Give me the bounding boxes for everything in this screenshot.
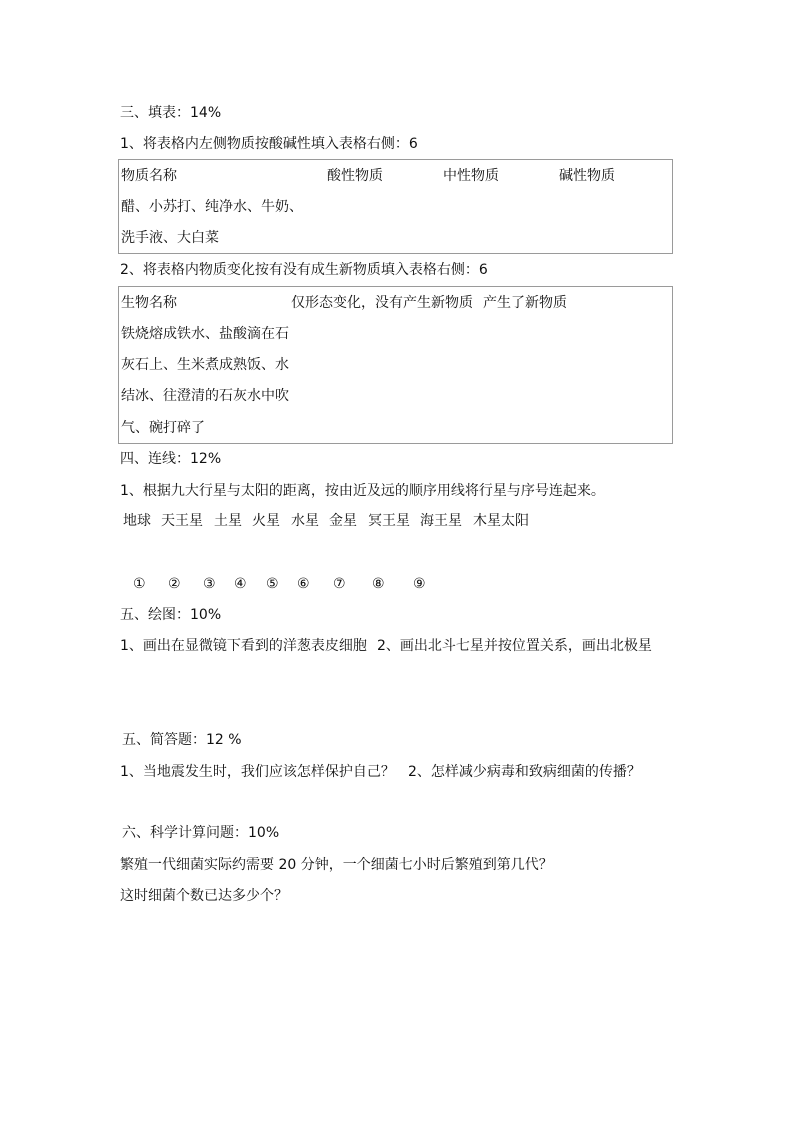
- section5-short-answer-heading: 五、简答题：12 %: [122, 732, 242, 748]
- section3-question-2: 2、将表格内物质变化按有没有成生新物质填入表格右侧：6: [120, 262, 488, 278]
- section5-short-answer-question-2: 2、怎样减少病毒和致病细菌的传播？: [408, 764, 641, 780]
- table-1: [118, 159, 673, 254]
- section6-line-1: 繁殖一代细菌实际约需要 20 分钟，一个细菌七小时后繁殖到第几代？: [120, 857, 553, 873]
- section5-drawing-question-1: 1、画出在显微镜下看到的洋葱表皮细胞: [120, 638, 367, 654]
- section3-heading: 三、填表：14%: [120, 105, 222, 121]
- order-number: ③: [203, 576, 216, 592]
- order-number: ①: [133, 576, 146, 592]
- section4-question-1: 1、根据九大行星与太阳的距离，按由近及远的顺序用线将行星与序号连起来。: [120, 483, 605, 499]
- section6-heading: 六、科学计算问题：10%: [122, 825, 280, 841]
- section4-heading: 四、连线：12%: [120, 451, 222, 467]
- table-2-header-chemical: 产生了新物质: [483, 295, 567, 311]
- planet-label: 木星太阳: [473, 513, 529, 529]
- table-1-header-name: 物质名称: [121, 168, 177, 184]
- table-2-row: 灰石上、生米煮成熟饭、水: [121, 357, 289, 373]
- table-2-row: 气、碗打碎了: [121, 420, 205, 436]
- table-1-row: 醋、小苏打、纯净水、牛奶、: [121, 199, 303, 215]
- order-number: ⑥: [297, 576, 310, 592]
- planet-label: 海王星: [420, 513, 462, 529]
- table-1-row: 洗手液、大白菜: [121, 230, 219, 246]
- order-number: ⑤: [266, 576, 279, 592]
- planet-label: 地球: [123, 513, 151, 529]
- table-1-header-neutral: 中性物质: [443, 168, 499, 184]
- section6-line-2: 这时细菌个数已达多少个？: [120, 888, 288, 904]
- order-number: ②: [168, 576, 181, 592]
- planet-label: 金星: [329, 513, 357, 529]
- order-number: ④: [234, 576, 247, 592]
- table-2-header-physical: 仅形态变化，没有产生新物质: [291, 295, 473, 311]
- section5-drawing-question-2: 2、画出北斗七星并按位置关系，画出北极星: [377, 638, 652, 654]
- planet-label: 火星: [252, 513, 280, 529]
- planet-label: 天王星: [161, 513, 203, 529]
- table-1-header-alkaline: 碱性物质: [559, 168, 615, 184]
- planet-label: 土星: [214, 513, 242, 529]
- table-2: [118, 286, 673, 444]
- section5-drawing-heading: 五、绘图：10%: [120, 607, 222, 623]
- section5-short-answer-question-1: 1、当地震发生时，我们应该怎样保护自己？: [120, 764, 395, 780]
- table-1-header-acid: 酸性物质: [327, 168, 383, 184]
- planet-label: 冥王星: [368, 513, 410, 529]
- order-number: ⑦: [333, 576, 346, 592]
- planet-label: 水星: [291, 513, 319, 529]
- order-number: ⑨: [413, 576, 426, 592]
- section3-question-1: 1、将表格内左侧物质按酸碱性填入表格右侧：6: [120, 136, 418, 152]
- table-2-row: 结冰、往澄清的石灰水中吹: [121, 388, 289, 404]
- table-2-header-name: 生物名称: [121, 295, 177, 311]
- table-2-row: 铁烧熔成铁水、盐酸滴在石: [121, 326, 289, 342]
- order-number: ⑧: [372, 576, 385, 592]
